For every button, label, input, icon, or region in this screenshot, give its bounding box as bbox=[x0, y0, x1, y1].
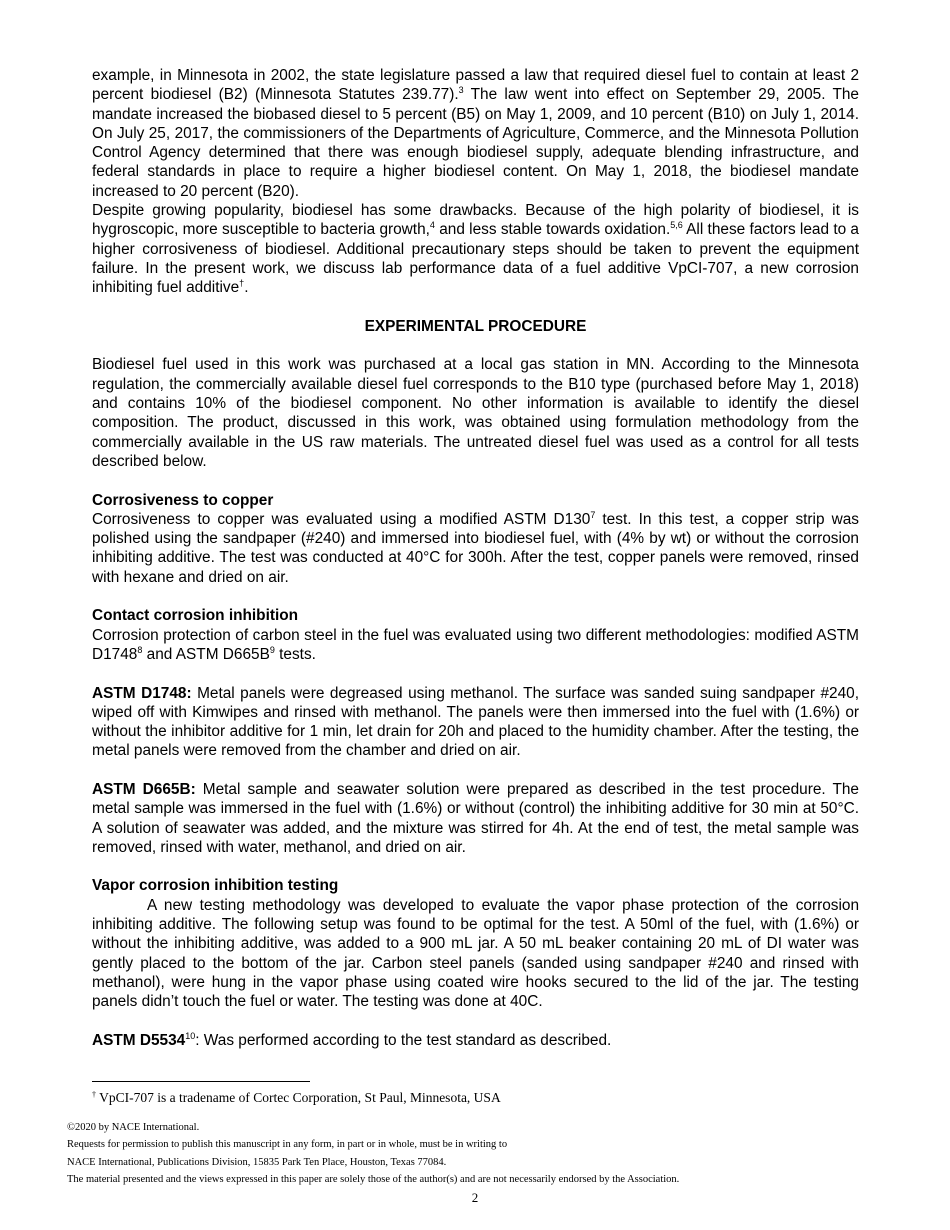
text-run: Metal panels were degreased using methanol. The surface was sanded suing sandpaper #240, wiped off with Kimwipes and rinsed with methanol. The panels were then immersed into the fuel with (1.6%) or without the inhibitor additive for 1 min, let drain for 20h and placed to the humidity chamber. After the testing, the metal panels were removed from the chamber and dried on air. bbox=[92, 684, 859, 760]
text-run: and ASTM D665B bbox=[142, 645, 270, 663]
page-number: 2 bbox=[471, 1190, 479, 1205]
experimental-paragraph: Biodiesel fuel used in this work was purchased at a local gas station in MN. According to the Minnesota regulation, the commercially available diesel fuel corresponds to the B10 type (purchased before May 1, 2018) and contains 10% of the biodiesel component. No other information is available to identify the diesel composition. The product, discussed in this work, was obtained using formulation methodology from the commercially available in the US raw materials. The untreated diesel fuel was used as a control for all tests described below. bbox=[92, 356, 859, 470]
text-run: : Was performed according to the test standard as described. bbox=[195, 1031, 612, 1049]
footnote-mark: † bbox=[92, 1090, 96, 1099]
text-run: Corrosion protection of carbon steel in the fuel was evaluated using two different methodologies: modified ASTM D1748 bbox=[92, 626, 859, 663]
text-run: All these factors lead to a higher corrosiveness of biodiesel. Additional precautionary steps should be taken to prevent the equipment failure. In the present work, we discuss lab performance data of a fuel additive VpCI-707, a new corrosion inhibiting fuel additive bbox=[92, 221, 859, 297]
text-run: Despite growing popularity, biodiesel has some drawbacks. Because of the high polarity of biodiesel, it is hygroscopic, more susceptible to bacteria growth, bbox=[92, 202, 859, 239]
subheading-copper: Corrosiveness to copper bbox=[92, 491, 274, 509]
subheading-contact: Contact corrosion inhibition bbox=[92, 607, 299, 625]
d665b-paragraph bbox=[92, 780, 859, 857]
text-run: . bbox=[244, 279, 249, 297]
citation-ref: 4 bbox=[429, 220, 435, 231]
intro-paragraph-drawbacks bbox=[92, 201, 859, 297]
vapor-paragraph: A new testing methodology was developed to evaluate the vapor phase protection of the corrosion inhibiting additive. The following setup was found to be optimal for the test. A 50ml of the fuel, with (1.6%) or without the inhibiting additive, was added to a 900 mL jar. A 50 mL beaker containing 20 mL of DI water was gently placed to the bottom of the jar. Carbon steel panels (sanded using sandpaper #240 and rinsed with methanol), were hung in the vapor phase using coated wire hooks secured to the lid of the jar. The testing panels didn’t touch the fuel or water. The testing was done at 40C. bbox=[92, 896, 859, 1011]
copper-paragraph bbox=[92, 510, 859, 587]
intro-paragraph-mandate bbox=[92, 66, 859, 201]
citation-ref: 5,6 bbox=[670, 220, 683, 231]
text-run: example, in Minnesota in 2002, the state legislature passed a law that required diesel fuel to contain at least 2 percent biodiesel (B2) (Minnesota Statutes 239.77). bbox=[92, 67, 859, 104]
citation-ref: 10 bbox=[185, 1030, 196, 1041]
text-run: Metal sample and seawater solution were prepared as described in the test procedure. The metal sample was immersed in the fuel with (1.6%) or without (control) the inhibiting additive for 30 min at 50°C. A solution of seawater was added, and the mixture was stirred for 4h. At the end of test, the metal sample was removed, rinsed with water, methanol, and dried on air. bbox=[92, 780, 859, 856]
run-in-heading: ASTM D5534 bbox=[92, 1031, 186, 1049]
run-in-heading: ASTM D1748: bbox=[92, 684, 192, 702]
citation-ref: 3 bbox=[458, 85, 464, 96]
text-run: Corrosiveness to copper was evaluated using a modified ASTM D130 bbox=[92, 510, 591, 528]
footnote-divider bbox=[92, 1081, 310, 1082]
text-run: tests. bbox=[274, 645, 316, 663]
address-line: NACE International, Publications Division, 15835 Park Ten Place, Houston, Texas 77084. bbox=[67, 1156, 447, 1168]
footnote-text: VpCI-707 is a tradename of Cortec Corporation, St Paul, Minnesota, USA bbox=[96, 1090, 501, 1105]
d5534-paragraph bbox=[92, 1031, 859, 1050]
text-run: and less stable towards oxidation. bbox=[434, 221, 671, 239]
citation-ref: 9 bbox=[269, 644, 275, 655]
contact-paragraph bbox=[92, 626, 859, 665]
copyright-notice bbox=[67, 1119, 679, 1188]
citation-ref: 8 bbox=[137, 644, 143, 655]
text-run: The law went into effect on September 29, 2005. The mandate increased the biobased diesel to 5 percent (B5) on May 1, 2009, and 10 percent (B10) on July 1, 2014. On July 25, 2017, the commissioners of the Departments of Agriculture, Commerce, and the Minnesota Pollution Control Agency determined that there was enough biodiesel supply, adequate blending infrastructure, and federal standards in place to require a higher biodiesel content. On May 1, 2018, the biodiesel mandate increased to 20 percent (B20). bbox=[92, 86, 859, 200]
disclaimer-line: The material presented and the views expressed in this paper are solely those of the author(s) and are not necessarily endorsed by the Association. bbox=[67, 1173, 680, 1185]
section-heading-experimental: EXPERIMENTAL PROCEDURE bbox=[364, 317, 587, 335]
copyright-line: ©2020 by NACE International. bbox=[67, 1122, 200, 1133]
footnote-mark: † bbox=[239, 278, 245, 289]
subheading-vapor: Vapor corrosion inhibition testing bbox=[92, 877, 339, 895]
citation-ref: 7 bbox=[590, 509, 596, 520]
d1748-paragraph bbox=[92, 684, 859, 761]
footnote bbox=[92, 1090, 501, 1106]
run-in-heading: ASTM D665B: bbox=[92, 780, 196, 798]
page-body bbox=[92, 66, 859, 1050]
permission-line: Requests for permission to publish this manuscript in any form, in part or in whole, must be in writing to bbox=[67, 1139, 508, 1151]
text-run: test. In this test, a copper strip was polished using the sandpaper (#240) and immersed into biodiesel fuel, with (4% by wt) or without the corrosion inhibiting additive. The test was conducted at 40°C for 300h. After the test, copper panels were removed, rinsed with hexane and dried on air. bbox=[92, 510, 859, 586]
